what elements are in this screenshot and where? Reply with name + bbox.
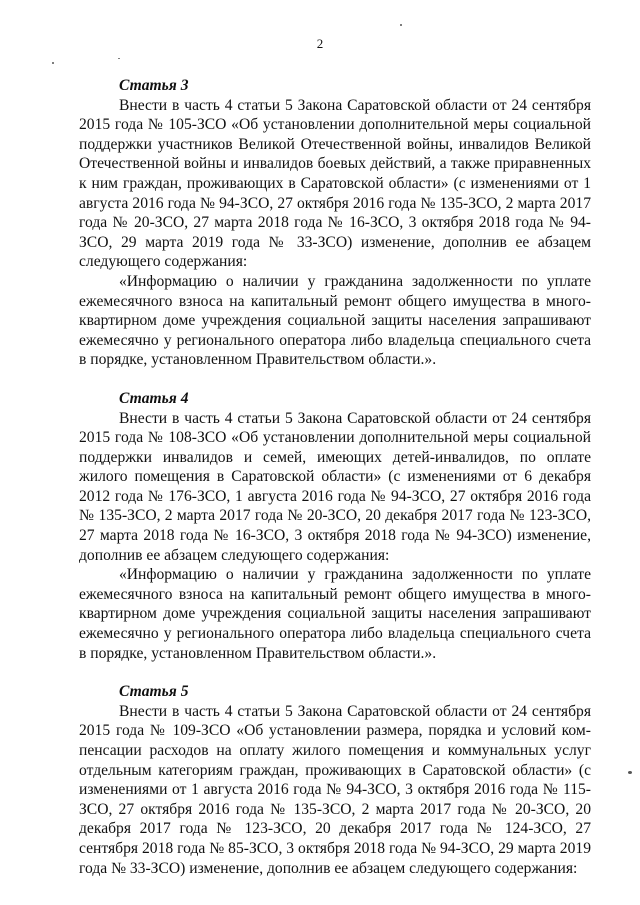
article-intro-paragraph: Внести в часть 4 статьи 5 Закона Саратовской области от 24 сентября 2015 года № 105-ЗСО «Об установлении дополнительной меры социальной поддержки участников Великой Отечественной войны, инвалидов Великой Отечественной войны и инвалидов боевых действий, а также приравненных к ним граждан, проживающих в Саратовской области» (с изменениями от 1 августа 2016 года № 94-ЗСО, 27 октября 2016 года № 135-ЗСО, 2 марта 2017 года № 20-ЗСО, 27 марта 2018 года № 16-ЗСО, 3 октября 2018 года № 94-ЗСО, 29 марта 2019 года № 33-ЗСО) изменение, дополнив ее абзацем следующего содержания: bbox=[79, 96, 591, 271]
scan-speck bbox=[628, 771, 632, 774]
article-intro-paragraph: Внести в часть 4 статьи 5 Закона Саратовской области от 24 сентября 2015 года № 109-ЗСО «Об установлении размера, порядка и условий компенсации расходов на оплату жилого помещения и коммунальных услуг отдельным категориям граждан, проживающих в Саратовской области» (с изменениями от 1 августа 2016 года № 94-ЗСО, 3 октября 2016 года № 115-ЗСО, 27 октября 2016 года № 135-ЗСО, 2 марта 2017 года № 20-ЗСО, 20 декабря 2017 года № 123-ЗСО, 20 декабря 2017 года № 124-ЗСО, 27 сентября 2018 года № 85-ЗСО, 3 октября 2018 года № 94-ЗСО, 29 марта 2019 года № 33-ЗСО) изменение, дополнив ее абзацем следующего содержания: bbox=[79, 702, 591, 877]
article-5 bbox=[79, 682, 591, 878]
article-3 bbox=[79, 76, 591, 370]
page-number: 2 bbox=[316, 36, 324, 51]
article-quoted-paragraph: «Информацию о наличии у гражданина задолженности по уплате ежемесячного взноса на капитальный ремонт общего имущества в многоквартирном доме учреждения социальной защиты населения запрашивают ежемесячно у регионального оператора либо владельца специального счета в порядке, установленном Правительством области.». bbox=[79, 566, 591, 662]
article-4 bbox=[79, 389, 591, 663]
scan-speck bbox=[400, 24, 402, 26]
document-body bbox=[79, 76, 591, 878]
article-title: Статья 4 bbox=[119, 389, 189, 407]
article-title: Статья 5 bbox=[119, 683, 189, 701]
scan-speck bbox=[118, 58, 120, 59]
article-intro-paragraph: Внести в часть 4 статьи 5 Закона Саратовской области от 24 сентября 2015 года № 108-ЗСО «Об установлении дополнительной меры социальной поддержки инвалидов и семей, имеющих детей-инвалидов, по оплате жилого помещения в Саратовской области» (с изменениями от 6 декабря 2012 года № 176-ЗСО, 1 августа 2016 года № 94-ЗСО, 27 октября 2016 года № 135-ЗСО, 2 марта 2017 года № 20-ЗСО, 20 декабря 2017 года № 123-ЗСО, 27 марта 2018 года № 16-ЗСО, 3 октября 2018 года № 94-ЗСО) изменение, дополнив ее абзацем следующего содержания: bbox=[79, 409, 591, 564]
article-title: Статья 3 bbox=[119, 77, 189, 94]
scan-speck bbox=[52, 62, 54, 64]
article-quoted-paragraph: «Информацию о наличии у гражданина задолженности по уплате ежемесячного взноса на капитальный ремонт общего имущества в многоквартирном доме учреждения социальной защиты населения запрашивают ежемесячно у регионального оператора либо владельца специального счета в порядке, установленном Правительством области.». bbox=[79, 272, 591, 369]
